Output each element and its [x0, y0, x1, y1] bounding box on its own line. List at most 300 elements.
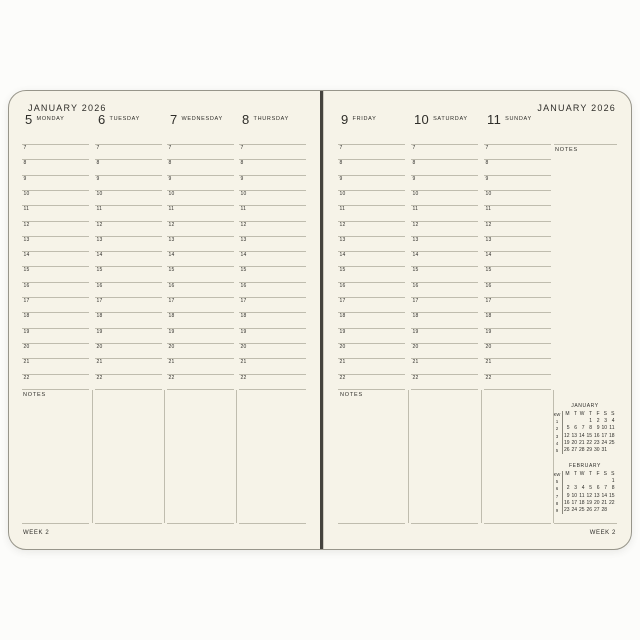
hour-line: [338, 236, 405, 237]
notes-top-line: [239, 389, 306, 390]
notes-column-label: NOTES: [555, 147, 578, 153]
day-letter: S: [603, 471, 607, 478]
hour-label: 12: [485, 221, 492, 228]
hour-label: 18: [240, 313, 247, 320]
week-number-column-header: KW: [554, 411, 563, 418]
hour-line: [411, 144, 478, 145]
calendar-day: 14: [578, 432, 585, 439]
hour-line: [411, 221, 478, 222]
calendar-day: 13: [571, 432, 577, 439]
hour-line: [95, 358, 162, 359]
hour-line: [22, 190, 89, 191]
hour-line: [411, 343, 478, 344]
hour-label: 16: [339, 282, 346, 289]
calendar-day: 1: [589, 418, 592, 425]
calendar-day: 16: [563, 499, 570, 506]
hour-label: 7: [168, 145, 172, 151]
calendar-day: 4: [611, 418, 615, 425]
hour-label: 8: [23, 160, 27, 167]
hour-line: [411, 282, 478, 283]
mini-calendar-week-row: [554, 447, 616, 454]
hour-label: 19: [23, 328, 30, 335]
week-number: 7: [554, 493, 563, 500]
hour-label: 17: [96, 298, 103, 304]
calendar-day: 14: [601, 492, 607, 499]
notes-column-divider: [408, 390, 409, 523]
week-number: 8: [554, 500, 563, 507]
calendar-day: 1: [611, 478, 615, 485]
hour-line: [484, 221, 551, 222]
hour-label: 15: [412, 267, 419, 274]
hour-line: [338, 175, 405, 176]
left-page-month-title: JANUARY 2026: [28, 103, 107, 113]
calendar-day: 7: [581, 425, 585, 432]
hour-line: [239, 374, 306, 375]
day-number: 11: [487, 112, 502, 127]
hour-label: 9: [23, 175, 27, 182]
day-letter: M: [565, 471, 570, 478]
day-letter: W: [579, 411, 585, 418]
hour-line: [95, 221, 162, 222]
hour-label: 10: [339, 190, 346, 197]
hour-label: 15: [485, 267, 492, 274]
hour-label: 14: [240, 252, 247, 259]
notes-top-line: [338, 389, 405, 390]
calendar-day: 28: [601, 507, 607, 514]
hour-line: [95, 205, 162, 206]
mini-calendar-title: FEBRUARY: [569, 463, 601, 469]
hour-label: 13: [412, 236, 419, 243]
calendar-day: 2: [596, 418, 600, 425]
hour-line: [239, 190, 306, 191]
hour-line: [411, 374, 478, 375]
calendar-day: 6: [596, 485, 600, 492]
hour-label: 22: [240, 374, 247, 381]
hour-label: 21: [485, 359, 492, 366]
calendar-day: 31: [601, 447, 607, 454]
hour-line: [239, 221, 306, 222]
hour-line: [22, 175, 89, 176]
calendar-day: 9: [596, 425, 600, 432]
hour-label: 10: [240, 190, 247, 197]
hour-line: [411, 159, 478, 160]
hour-line: [338, 358, 405, 359]
calendar-day: 8: [611, 485, 615, 492]
hour-label: 16: [485, 282, 492, 289]
day-name: WEDNESDAY: [181, 115, 223, 122]
calendar-day: 19: [563, 439, 570, 446]
hour-line: [484, 374, 551, 375]
notes-top-line: [167, 389, 234, 390]
mini-calendar-january: [554, 403, 616, 454]
hour-label: 20: [168, 343, 175, 350]
day-header-monday: [25, 112, 65, 127]
hour-line: [167, 205, 234, 206]
hour-line: [411, 358, 478, 359]
hour-line: [167, 159, 234, 160]
day-name: THURSDAY: [253, 115, 289, 122]
hour-label: 20: [412, 343, 419, 350]
week-number: 6: [554, 485, 563, 492]
hour-line: [411, 190, 478, 191]
hour-label: 16: [168, 282, 175, 289]
hour-label: 18: [168, 313, 175, 320]
hour-line: [239, 358, 306, 359]
hour-line: [484, 312, 551, 313]
day-letter: F: [596, 411, 600, 418]
hour-label: 14: [23, 252, 30, 259]
hour-line: [239, 236, 306, 237]
hour-label: 22: [96, 374, 103, 381]
mini-calendar-february: [554, 463, 616, 514]
hour-line: [411, 205, 478, 206]
hour-label: 21: [339, 359, 346, 366]
hour-line: [167, 374, 234, 375]
calendar-day: 7: [604, 485, 607, 492]
calendar-day: 11: [609, 425, 615, 432]
day-letter: M: [565, 411, 570, 418]
calendar-day: 30: [593, 447, 600, 454]
hour-label: 17: [339, 298, 346, 304]
hour-label: 17: [240, 298, 247, 304]
calendar-day: 16: [593, 432, 600, 439]
hour-label: 11: [485, 206, 492, 213]
calendar-day: 10: [601, 425, 607, 432]
notes-column-divider: [164, 390, 165, 523]
hour-label: 21: [412, 359, 419, 366]
hour-label: 12: [96, 221, 103, 228]
hour-line: [95, 266, 162, 267]
hour-label: 13: [339, 236, 346, 243]
hour-label: 11: [339, 206, 346, 213]
hour-label: 19: [240, 328, 247, 335]
day-name: MONDAY: [36, 115, 65, 122]
hour-line: [484, 251, 551, 252]
calendar-day: 29: [586, 447, 592, 454]
hour-line: [411, 297, 478, 298]
hour-label: 17: [23, 298, 30, 304]
hour-label: 13: [485, 236, 492, 243]
hour-line: [484, 328, 551, 329]
hour-line: [167, 266, 234, 267]
hour-line: [411, 175, 478, 176]
hour-line: [239, 343, 306, 344]
hour-label: 9: [240, 175, 244, 182]
hour-label: 8: [168, 160, 172, 167]
calendar-day: 27: [593, 507, 600, 514]
week-number: 3: [554, 433, 563, 440]
hour-label: 20: [339, 343, 346, 350]
day-number: 9: [341, 112, 349, 127]
hour-label: 11: [168, 206, 175, 213]
hour-line: [484, 297, 551, 298]
calendar-day: 21: [601, 499, 607, 506]
calendar-day: 21: [578, 439, 585, 446]
hour-label: 20: [485, 343, 492, 350]
hour-label: 16: [23, 282, 30, 289]
hour-label: 9: [412, 175, 416, 182]
hour-label: 9: [96, 175, 100, 182]
hour-line: [167, 312, 234, 313]
hour-line: [338, 159, 405, 160]
hour-line: [338, 144, 405, 145]
calendar-day: 23: [563, 507, 570, 514]
hour-label: 22: [168, 374, 175, 381]
notes-bottom-line: [411, 523, 478, 524]
right-page-month-title: JANUARY 2026: [537, 103, 616, 113]
hour-line: [411, 266, 478, 267]
week-number: 2: [554, 425, 563, 432]
hour-label: 10: [485, 190, 492, 197]
hour-label: 22: [485, 374, 492, 381]
mini-calendar-header-row: [554, 471, 616, 478]
hour-line: [484, 190, 551, 191]
hour-label: 7: [339, 145, 343, 151]
calendar-day: 10: [571, 492, 577, 499]
hour-line: [338, 328, 405, 329]
day-name: SUNDAY: [505, 115, 532, 122]
hour-line: [95, 236, 162, 237]
calendar-day: 25: [578, 507, 585, 514]
hour-line: [22, 343, 89, 344]
hour-label: 16: [96, 282, 103, 289]
hour-line: [95, 159, 162, 160]
hour-line: [95, 282, 162, 283]
calendar-day: 22: [586, 439, 592, 446]
hour-line: [95, 343, 162, 344]
hour-label: 11: [240, 206, 247, 213]
hour-label: 14: [168, 252, 175, 259]
hour-line: [22, 374, 89, 375]
hour-line: [22, 358, 89, 359]
left-notes-label: NOTES: [23, 392, 46, 398]
hour-label: 19: [339, 328, 346, 335]
day-header-saturday: [414, 112, 468, 127]
hour-label: 7: [96, 145, 100, 151]
hour-line: [167, 144, 234, 145]
hour-line: [484, 159, 551, 160]
hour-line: [167, 343, 234, 344]
day-header-thursday: [242, 112, 289, 127]
day-header-tuesday: [98, 112, 141, 127]
week-number-column-header: KW: [554, 471, 563, 478]
week-number: 1: [554, 418, 563, 425]
notes-bottom-line: [95, 523, 162, 524]
hour-line: [484, 144, 551, 145]
hour-label: 21: [168, 359, 175, 366]
day-name: FRIDAY: [352, 115, 377, 122]
hour-line: [167, 297, 234, 298]
notes-column-divider: [236, 390, 237, 523]
hour-line: [167, 221, 234, 222]
calendar-day: 27: [571, 447, 577, 454]
day-letter: T: [573, 411, 577, 418]
hour-label: 18: [485, 313, 492, 320]
day-letter: S: [603, 411, 607, 418]
hour-line: [239, 251, 306, 252]
hour-label: 12: [240, 221, 247, 228]
hour-label: 18: [96, 313, 103, 320]
day-letter: T: [573, 471, 577, 478]
hour-label: 12: [412, 221, 419, 228]
calendar-day: 18: [578, 499, 585, 506]
hour-label: 18: [339, 313, 346, 320]
hour-label: 12: [23, 221, 30, 228]
hour-line: [484, 236, 551, 237]
mini-calendar-week-row: [554, 425, 616, 432]
day-letter: F: [596, 471, 600, 478]
hour-line: [338, 374, 405, 375]
calendar-day: 8: [589, 425, 592, 432]
day-header-wednesday: [170, 112, 223, 127]
hour-label: 9: [168, 175, 172, 182]
hour-line: [239, 205, 306, 206]
hour-label: 14: [339, 252, 346, 259]
planner-week-spread: [8, 90, 632, 550]
hour-line: [411, 312, 478, 313]
hour-line: [22, 159, 89, 160]
hour-line: [338, 251, 405, 252]
hour-label: 9: [485, 175, 489, 182]
hour-line: [167, 358, 234, 359]
hour-line: [22, 266, 89, 267]
calendar-day: 3: [574, 485, 577, 492]
notes-bottom-line: [554, 523, 617, 524]
calendar-day: 15: [586, 432, 592, 439]
mini-calendar-header-row: [554, 411, 616, 418]
calendar-day: 11: [579, 492, 585, 499]
hour-line: [167, 190, 234, 191]
day-header-friday: [341, 112, 377, 127]
day-number: 8: [242, 112, 250, 127]
mini-calendar-week-row: [554, 440, 616, 447]
hour-line: [22, 236, 89, 237]
hour-label: 17: [168, 298, 175, 304]
hour-line: [95, 251, 162, 252]
mini-calendar-title: JANUARY: [571, 403, 599, 409]
notes-bottom-line: [167, 523, 234, 524]
hour-line: [95, 190, 162, 191]
hour-line: [22, 251, 89, 252]
hour-label: 10: [23, 190, 30, 197]
hour-label: 17: [485, 298, 492, 304]
right-week-label: WEEK 2: [589, 530, 616, 536]
hour-line: [95, 328, 162, 329]
hour-label: 16: [412, 282, 419, 289]
hour-label: 15: [240, 267, 247, 274]
mini-calendar-week-row: [554, 418, 616, 425]
hour-label: 21: [96, 359, 103, 366]
hour-label: 22: [339, 374, 346, 381]
hour-line: [167, 282, 234, 283]
hour-line: [95, 374, 162, 375]
hour-line: [338, 312, 405, 313]
hour-line: [167, 328, 234, 329]
day-letter: S: [611, 411, 615, 418]
hour-line: [22, 312, 89, 313]
hour-label: 11: [96, 206, 103, 213]
day-number: 5: [25, 112, 33, 127]
calendar-day: 17: [601, 432, 607, 439]
hour-label: 11: [23, 206, 30, 213]
calendar-day: 9: [566, 492, 570, 499]
hour-label: 19: [168, 328, 175, 335]
notes-bottom-line: [239, 523, 306, 524]
hour-line: [338, 266, 405, 267]
notes-column-top-line: [554, 144, 617, 145]
hour-label: 7: [485, 145, 489, 151]
mini-calendar-week-row: [554, 485, 616, 492]
hour-label: 14: [96, 252, 103, 259]
calendar-day: 20: [593, 499, 600, 506]
calendar-day: 28: [578, 447, 585, 454]
notes-bottom-line: [338, 523, 405, 524]
hour-line: [239, 159, 306, 160]
hour-line: [484, 175, 551, 176]
day-name: SATURDAY: [433, 115, 468, 122]
hour-line: [411, 236, 478, 237]
hour-line: [338, 343, 405, 344]
notes-top-line: [411, 389, 478, 390]
hour-line: [22, 282, 89, 283]
calendar-day: 24: [601, 439, 607, 446]
hour-line: [22, 297, 89, 298]
hour-label: 19: [412, 328, 419, 335]
calendar-day: 17: [571, 499, 577, 506]
day-number: 6: [98, 112, 106, 127]
right-notes-label: NOTES: [340, 392, 363, 398]
calendar-day: 20: [571, 439, 577, 446]
hour-label: 13: [240, 236, 247, 243]
calendar-day: 4: [581, 485, 585, 492]
hour-line: [338, 221, 405, 222]
hour-label: 16: [240, 282, 247, 289]
calendar-day: 19: [586, 499, 592, 506]
hour-line: [338, 297, 405, 298]
hour-line: [484, 266, 551, 267]
day-letter: T: [588, 411, 592, 418]
hour-line: [167, 236, 234, 237]
hour-line: [239, 175, 306, 176]
hour-line: [239, 266, 306, 267]
hour-label: 15: [23, 267, 30, 274]
hour-label: 12: [339, 221, 346, 228]
day-letter: W: [579, 471, 585, 478]
calendar-day: 3: [604, 418, 607, 425]
calendar-day: 26: [563, 447, 570, 454]
hour-label: 22: [23, 374, 30, 381]
left-week-label: WEEK 2: [23, 530, 50, 536]
calendar-day: 22: [608, 499, 615, 506]
calendar-day: 12: [586, 492, 592, 499]
hour-label: 8: [339, 160, 343, 167]
hour-label: 18: [23, 313, 30, 320]
hour-label: 11: [412, 206, 419, 213]
hour-label: 15: [168, 267, 175, 274]
day-name: TUESDAY: [109, 115, 141, 122]
page-spine: [320, 91, 323, 549]
mini-calendar-week-row: [554, 493, 616, 500]
hour-line: [239, 282, 306, 283]
hour-line: [484, 205, 551, 206]
calendar-day: 5: [566, 425, 570, 432]
hour-line: [239, 144, 306, 145]
notes-bottom-line: [484, 523, 551, 524]
hour-line: [239, 312, 306, 313]
mini-calendar-grid: [554, 471, 616, 514]
week-number: 4: [554, 440, 563, 447]
hour-label: 15: [339, 267, 346, 274]
